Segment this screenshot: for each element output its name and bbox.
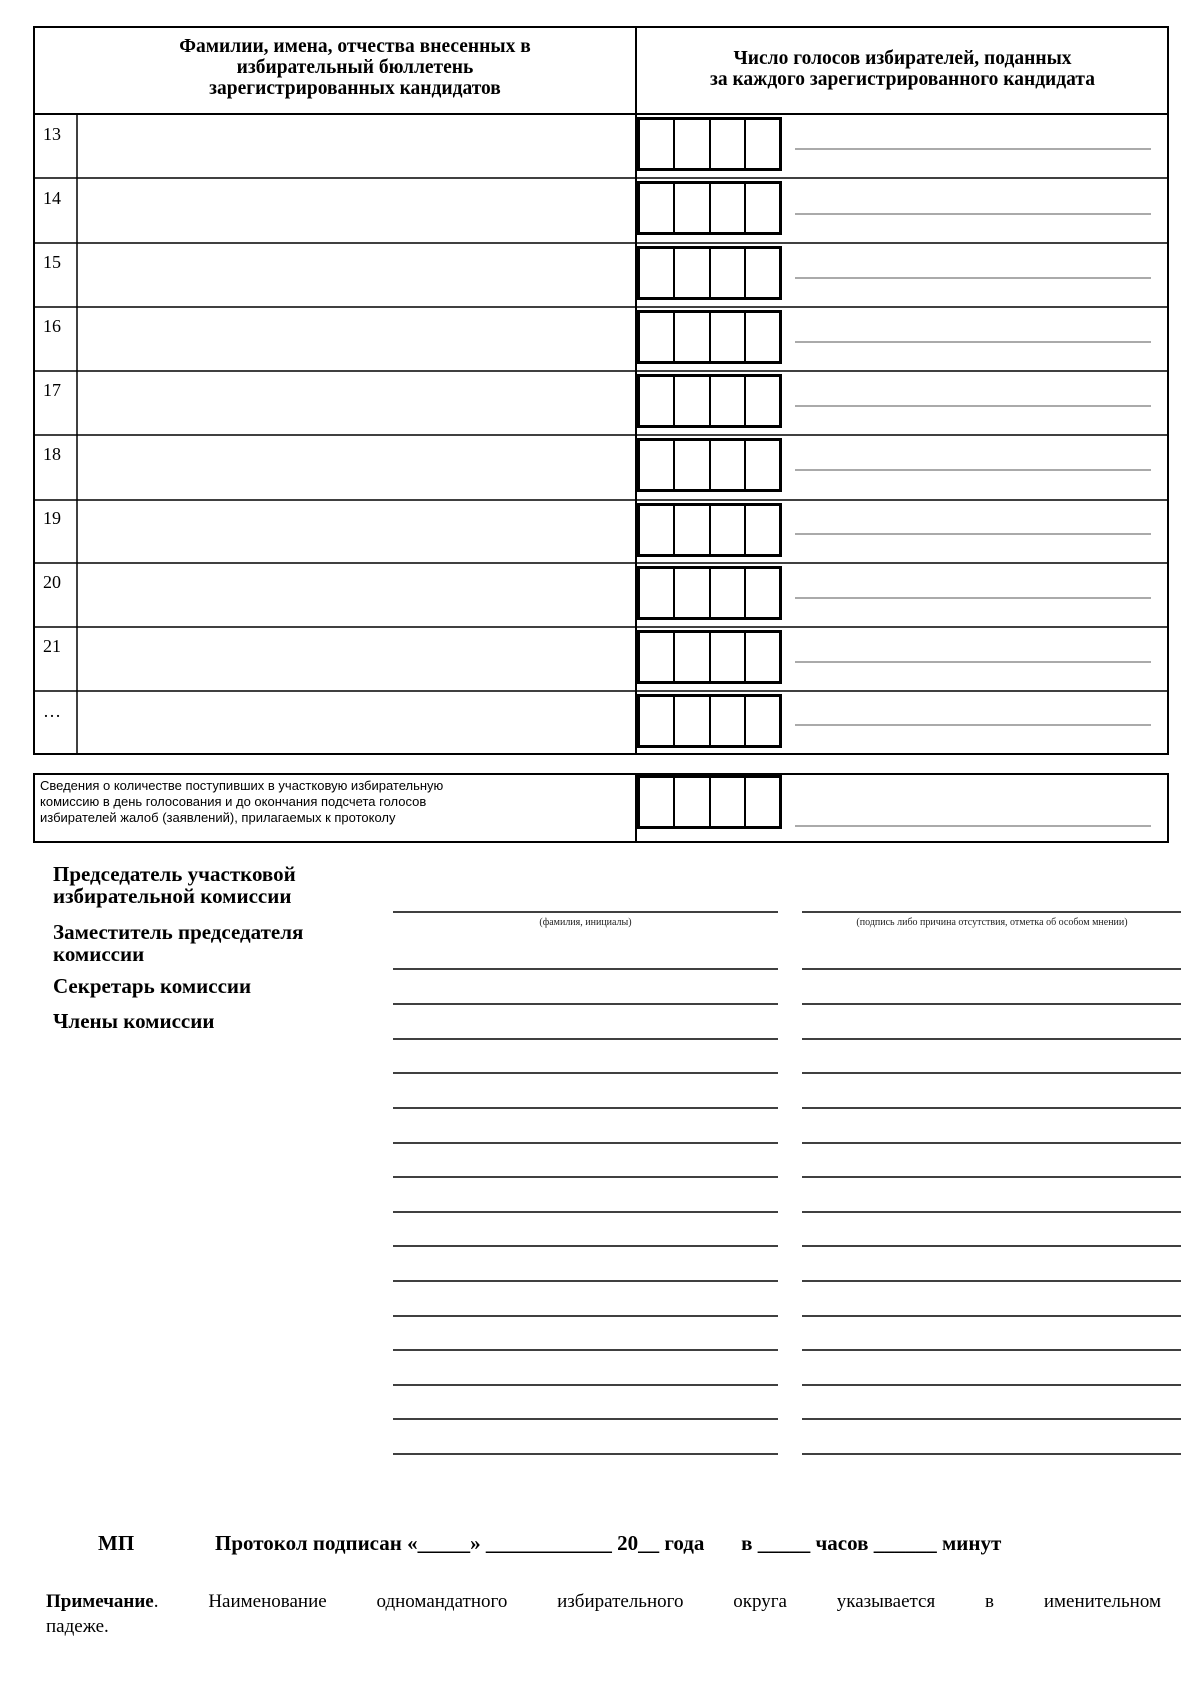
candidate-name-field[interactable] (79, 629, 634, 689)
row-number: … (43, 701, 61, 721)
caption-name: (фамилия, инициалы) (539, 917, 632, 928)
row-number: 17 (43, 380, 61, 400)
vote-digit-boxes[interactable] (637, 438, 782, 492)
stamp-label: МП (98, 1531, 135, 1555)
candidate-name-field[interactable] (79, 180, 634, 241)
row-number: 14 (43, 188, 61, 208)
row-number: 18 (43, 444, 61, 464)
vote-digit-boxes[interactable] (637, 630, 782, 684)
row-number: 15 (43, 252, 61, 272)
header-votes: Число голосов избирателей, поданных за каждого зарегистрированного кандидата (710, 48, 1095, 90)
candidate-name-field[interactable] (79, 245, 634, 305)
signature-lines (0, 900, 1200, 1500)
vote-digit-boxes[interactable] (637, 694, 782, 748)
row-number: 20 (43, 572, 61, 592)
secretary-label: Секретарь комиссии (53, 974, 252, 998)
vote-digit-boxes[interactable] (637, 374, 782, 428)
candidate-name-field[interactable] (79, 502, 634, 561)
row-number: 19 (43, 508, 61, 528)
complaints-digit-boxes[interactable] (637, 775, 782, 829)
candidate-name-field[interactable] (79, 116, 634, 176)
vote-digit-boxes[interactable] (637, 246, 782, 300)
candidate-name-field[interactable] (79, 693, 634, 752)
header-names: Фамилии, имена, отчества внесенных в избирательный бюллетень зарегистрированных кандидатов (179, 36, 531, 99)
candidate-name-field[interactable] (79, 309, 634, 369)
vote-digit-boxes[interactable] (637, 181, 782, 235)
candidate-name-field[interactable] (79, 437, 634, 498)
vote-digit-boxes[interactable] (637, 503, 782, 557)
vote-digit-boxes[interactable] (637, 310, 782, 364)
note-text: . Наименование одномандатного избирательного округа указывается в именительном (153, 1591, 1161, 1612)
deputy-label: Заместитель председателя комиссии (53, 920, 304, 966)
row-number: 16 (43, 316, 61, 336)
protocol-signed-line: Протокол подписан «_____» ____________ 20__ года в _____ часов ______ минут (215, 1531, 1002, 1555)
note (46, 1589, 1161, 1639)
chair-label: Председатель участковой избирательной комиссии (53, 862, 296, 908)
caption-signature: (подпись либо причина отсутствия, отметка об особом мнении) (856, 917, 1128, 928)
row-number: 13 (43, 124, 61, 144)
candidate-name-field[interactable] (79, 373, 634, 433)
complaints-label: Сведения о количестве поступивших в участковую избирательную комиссию в день голосования и до окончания подсчета голосов избирателей жалоб (заявлений), прилагаемых к протоколу (40, 778, 444, 825)
members-label: Члены комиссии (53, 1009, 215, 1033)
vote-digit-boxes[interactable] (637, 566, 782, 620)
row-number: 21 (43, 636, 61, 656)
note-label: Примечание (46, 1591, 154, 1612)
vote-digit-boxes[interactable] (637, 117, 782, 171)
candidate-name-field[interactable] (79, 565, 634, 625)
note-text-continued: падеже. (46, 1616, 109, 1637)
